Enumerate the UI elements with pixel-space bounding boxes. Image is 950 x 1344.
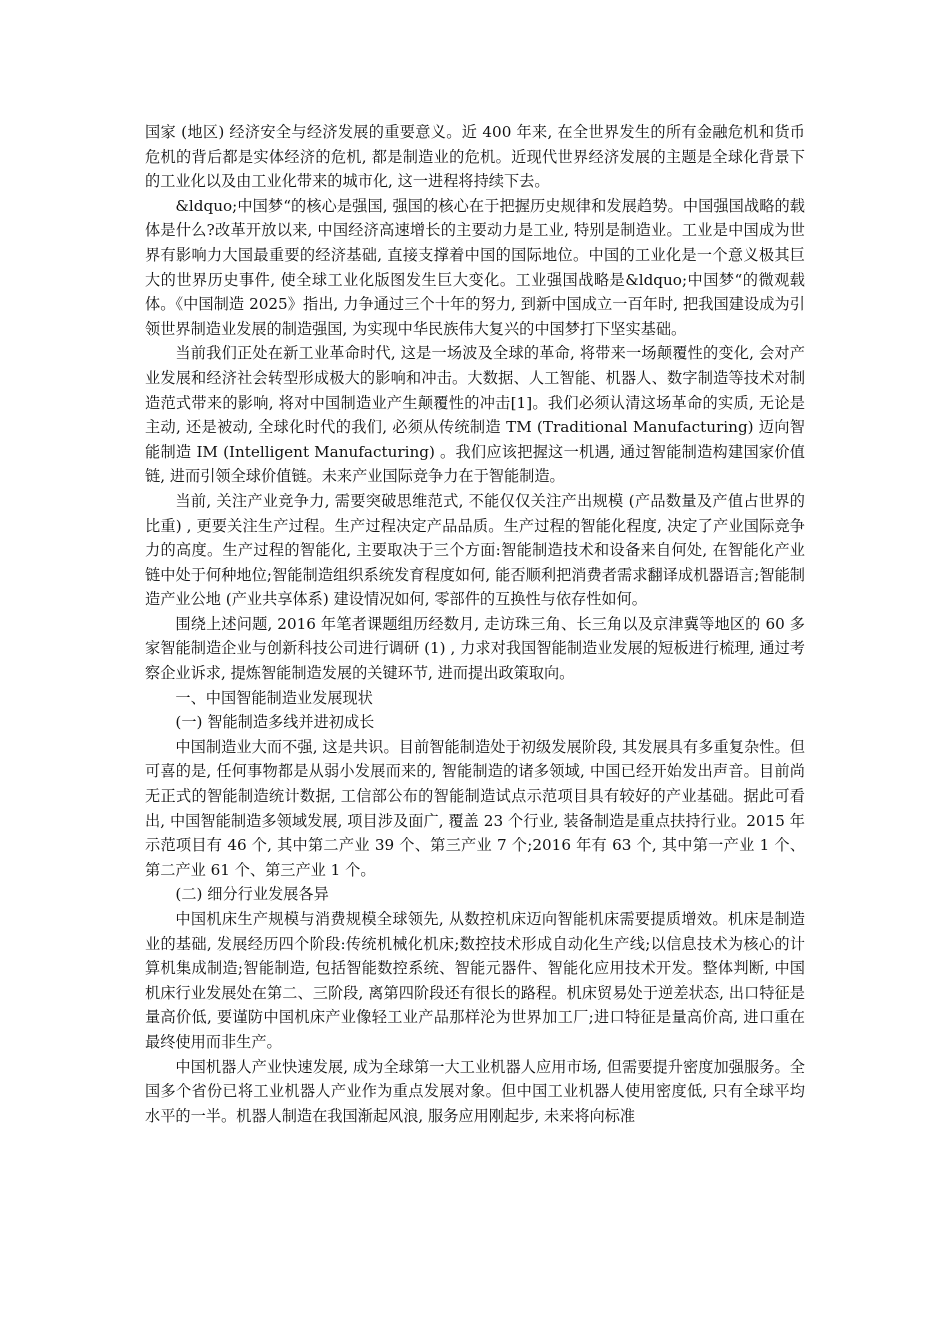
paragraph-1: 国家 (地区) 经济安全与经济发展的重要意义。近 400 年来, 在全世界发生的所有金融危机和货币危机的背后都是实体经济的危机, 都是制造业的危机。近现代世界经济发展的主题是全球化背景下的工业化以及由工业化带来的城市化, 这一进程将持续下去。	[145, 123, 805, 191]
subsection-heading-1: (一) 智能制造多线并进初成长	[175, 713, 375, 732]
paragraph-5: 围绕上述问题, 2016 年笔者课题组历经数月, 走访珠三角、长三角以及京津冀等地区的 60 多家智能制造企业与创新科技公司进行调研 (1) , 力求对我国智能制造业发展的短板进行梳理, 通过考察企业诉求, 提炼智能制造发展的关键环节, 进而提出政策取向。	[145, 614, 805, 683]
section-heading-1: 一、中国智能制造业发展现状	[175, 688, 373, 707]
paragraph-7: 中国机床生产规模与消费规模全球领先, 从数控机床迈向智能机床需要提质增效。机床是制造业的基础, 发展经历四个阶段:传统机械化机床;数控技术形成自动化生产线;以信息技术为核心的计算机集成制造;智能制造, 包括智能数控系统、智能元器件、智能化应用技术开发。整体判断, 中国机床行业发展处在第二、三阶段, 离第四阶段还有很长的路程。机床贸易处于逆差状态, 出口特征是量高价低, 要谨防中国机床产业像轻工业产品那样沦为世界加工厂;进口特征是量高价高, 进口重在最终使用而非生产。	[145, 910, 805, 1051]
paragraph-3: 当前我们正处在新工业革命时代, 这是一场波及全球的革命, 将带来一场颠覆性的变化, 会对产业发展和经济社会转型形成极大的影响和冲击。大数据、人工智能、机器人、数字制造等技术对制造范式带来的影响, 将对中国制造业产生颠覆性的冲击[1]。我们必须认清这场革命的实质, 无论是主动, 还是被动, 全球化时代的我们, 必须从传统制造 TM (Traditional Manufacturing) 迈向智能制造 IM (Intelligent Manufacturing) 。我们应该把握这一机遇, 通过智能制造构建国家价值链, 进而引领全球价值链。未来产业国际竞争力在于智能制造。	[145, 344, 805, 486]
paragraph-2: &ldquo;中国梦“的核心是强国, 强国的核心在于把握历史规律和发展趋势。中国强国战略的载体是什么?改革开放以来, 中国经济高速增长的主要动力是工业, 特别是制造业。工业是中国成为世界有影响力大国最重要的经济基础, 直接支撑着中国的国际地位。中国的工业化是一个意义极其巨大的世界历史事件, 使全球工业化版图发生巨大变化。工业强国战略是&ldquo;中国梦“的微观载体。《中国制造 2025》指出, 力争通过三个十年的努力, 到新中国成立一百年时, 把我国建设成为引领世界制造业发展的制造强国, 为实现中华民族伟大复兴的中国梦打下坚实基础。	[145, 196, 805, 338]
paragraph-6: 中国制造业大而不强, 这是共识。目前智能制造处于初级发展阶段, 其发展具有多重复杂性。但可喜的是, 任何事物都是从弱小发展而来的, 智能制造的诸多领域, 中国已经开始发出声音。目前尚无正式的智能制造统计数据, 工信部公布的智能制造试点示范项目具有较好的产业基础。据此可看出, 中国智能制造多领域发展, 项目涉及面广, 覆盖 23 个行业, 装备制造是重点扶持行业。2015 年示范项目有 46 个, 其中第二产业 39 个、第三产业 7 个;2016 年有 63 个, 其中第一产业 1 个、第二产业 61 个、第三产业 1 个。	[145, 737, 805, 879]
document-page	[145, 120, 805, 1128]
paragraph-4: 当前, 关注产业竞争力, 需要突破思维范式, 不能仅仅关注产出规模 (产品数量及产值占世界的比重) , 更要关注生产过程。生产过程决定产品品质。生产过程的智能化程度, 决定了产业国际竞争力的高度。生产过程的智能化, 主要取决于三个方面:智能制造技术和设备来自何处, 在智能化产业链中处于何种地位;智能制造组织系统发育程度如何, 能否顺利把消费者需求翻译成机器语言;智能制造产业公地 (产业共享体系) 建设情况如何, 零部件的互换性与依存性如何。	[145, 491, 805, 609]
paragraph-8: 中国机器人产业快速发展, 成为全球第一大工业机器人应用市场, 但需要提升密度加强服务。全国多个省份已将工业机器人产业作为重点发展对象。但中国工业机器人使用密度低, 只有全球平均水平的一半。机器人制造在我国渐起风浪, 服务应用刚起步, 未来将向标准	[145, 1057, 805, 1125]
subsection-heading-2: (二) 细分行业发展各异	[175, 885, 329, 904]
